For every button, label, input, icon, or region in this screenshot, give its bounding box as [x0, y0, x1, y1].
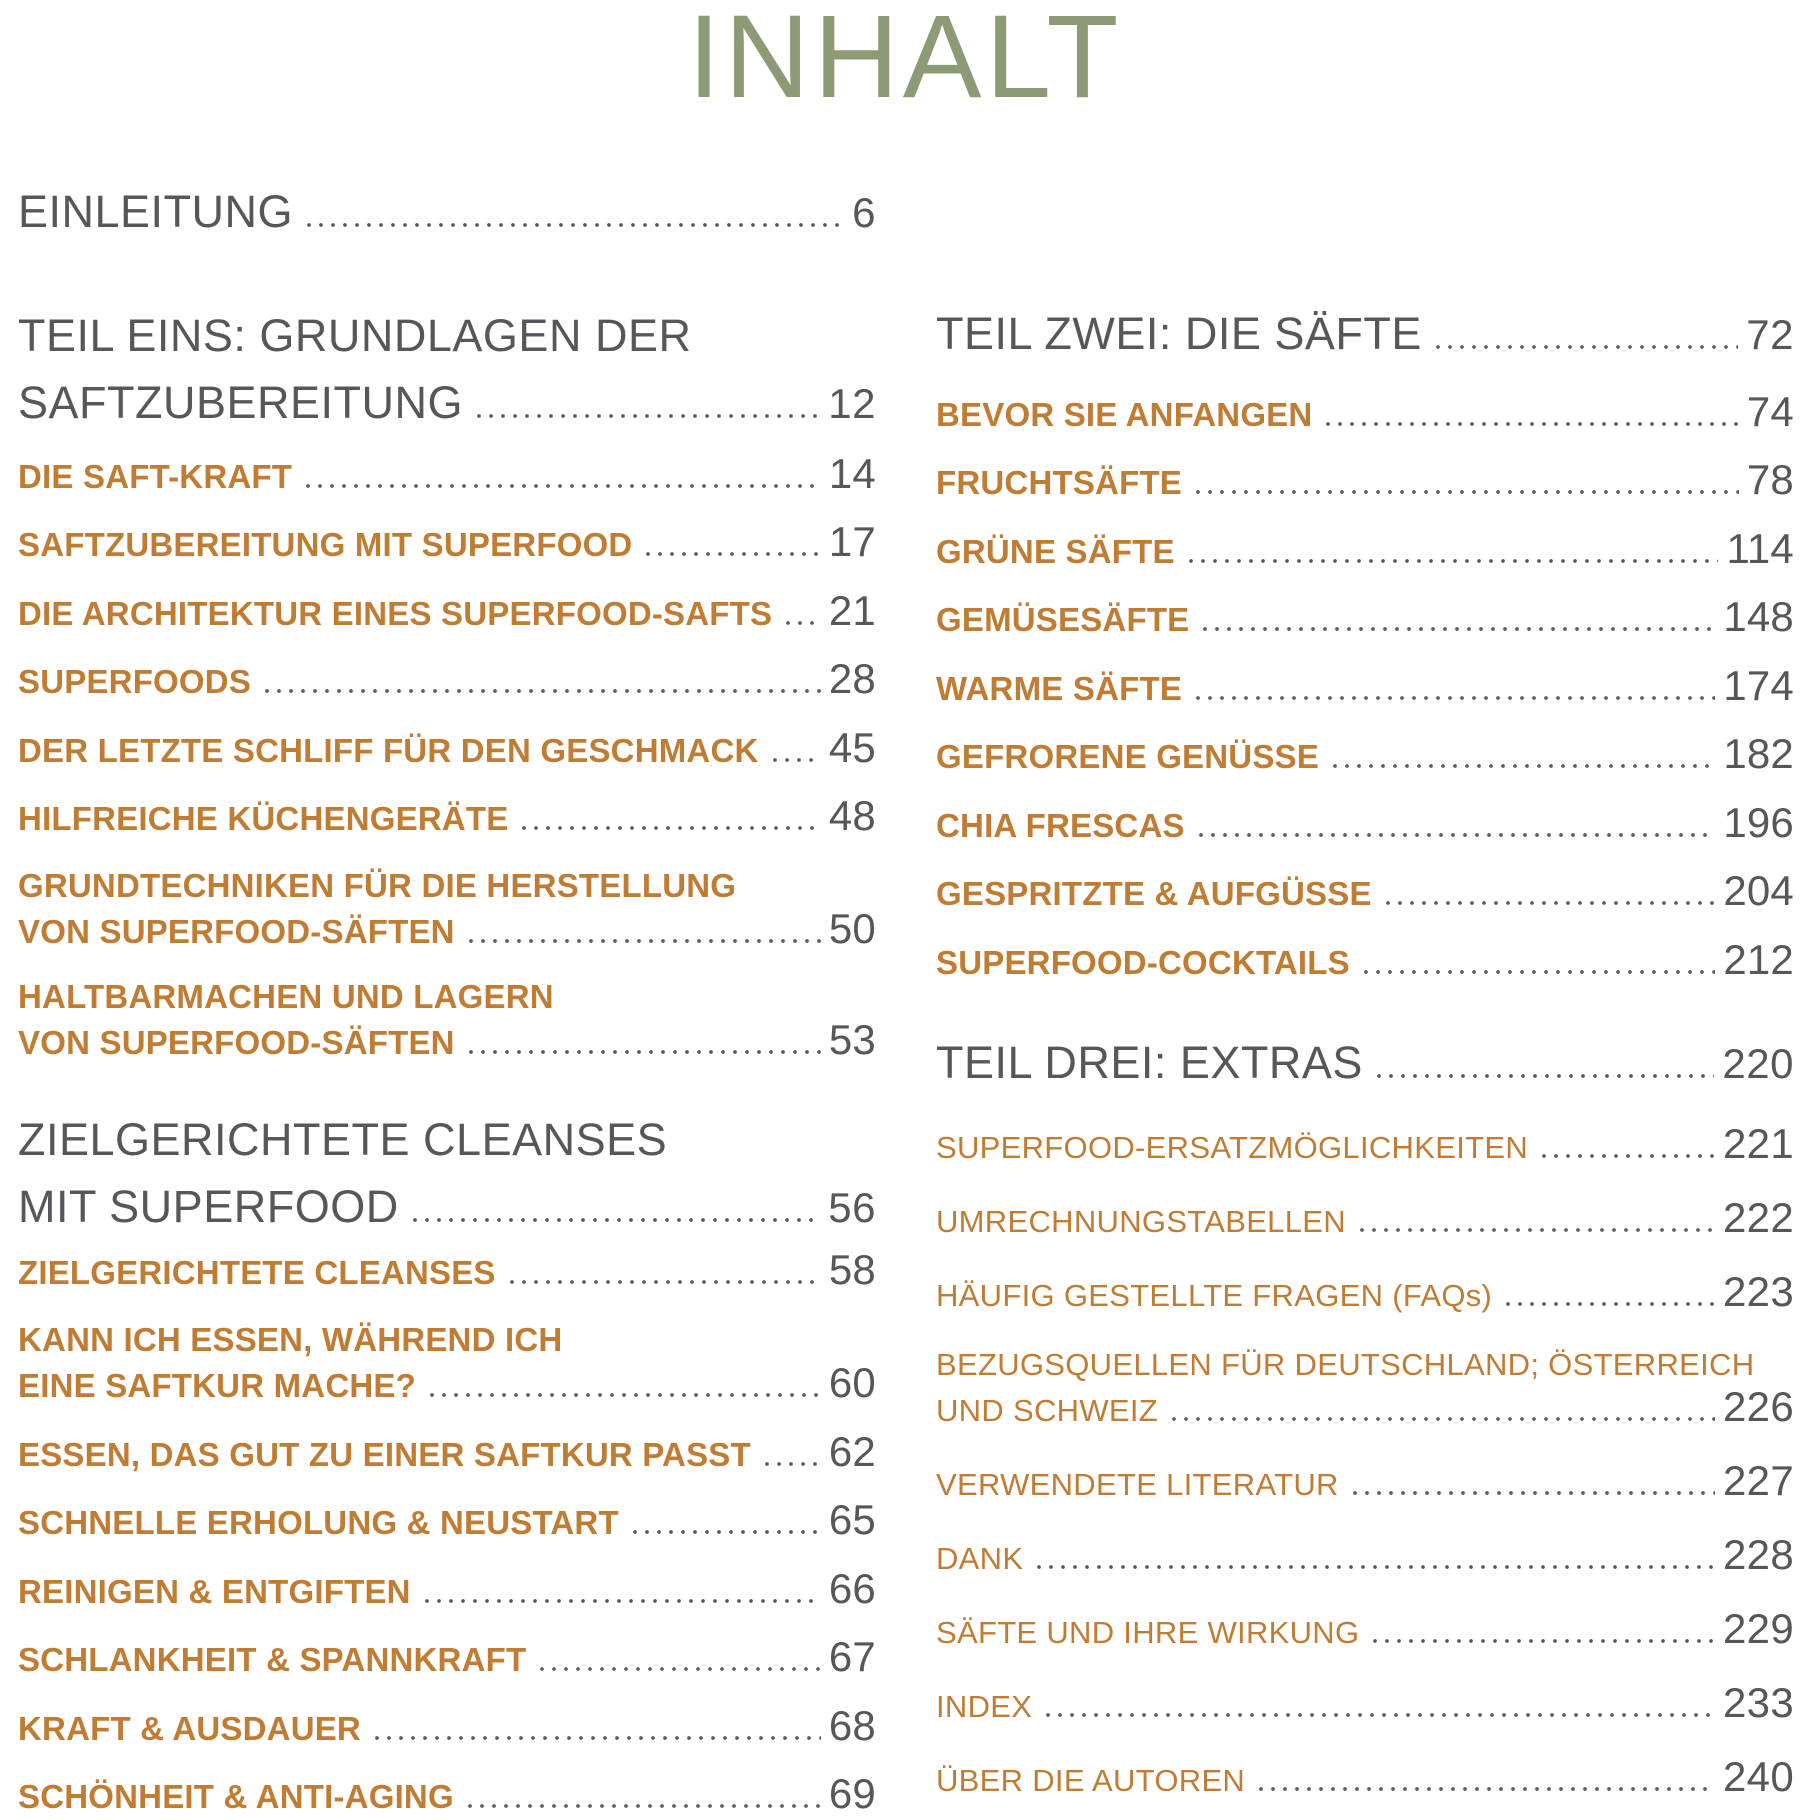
dot-leader	[518, 826, 820, 830]
toc-entry	[936, 1119, 1794, 1169]
toc-entry-label: SCHLANKHEIT & SPANNKRAFT	[18, 1641, 527, 1679]
toc-entry-label: UMRECHNUNGSTABELLEN	[936, 1203, 1346, 1239]
page-number: 17	[828, 518, 876, 566]
dot-leader	[1255, 1787, 1715, 1791]
toc-entry	[936, 730, 1794, 780]
toc-entry-label: REINIGEN & ENTGIFTEN	[18, 1572, 411, 1610]
page-number: 72	[1746, 311, 1794, 358]
dot-leader	[1360, 970, 1715, 974]
toc-entry	[936, 798, 1794, 849]
toc-entry-label: EINE SAFTKUR MACHE?	[18, 1367, 416, 1405]
dot-leader	[473, 414, 820, 418]
toc-entry-label: INDEX	[936, 1688, 1033, 1724]
toc-entry-label: KANN ICH ESSEN, WÄHREND ICH	[18, 1320, 563, 1358]
toc-columns	[0, 122, 1810, 1820]
dot-leader	[261, 689, 821, 693]
dot-leader	[1322, 422, 1738, 426]
toc-entry-label: GEMÜSESÄFTE	[936, 601, 1190, 639]
dot-leader	[1356, 1228, 1715, 1232]
page-number: 56	[828, 1184, 876, 1232]
toc-entry-label: HÄUFIG GESTELLTE FRAGEN (FAQs)	[936, 1277, 1493, 1313]
dot-leader	[426, 1393, 821, 1397]
page-number: 21	[828, 586, 876, 634]
toc-entry	[936, 867, 1794, 917]
toc-heading-label: TEIL DREI: EXTRAS	[936, 1037, 1363, 1089]
toc-entry-label: SUPERFOODS	[18, 663, 252, 701]
toc-entry-label: VON SUPERFOOD-SÄFTEN	[18, 913, 455, 951]
dot-leader	[1195, 833, 1716, 837]
toc-entry-label: SCHNELLE ERHOLUNG & NEUSTART	[18, 1504, 619, 1542]
toc-entry-label: DANK	[936, 1540, 1024, 1576]
dot-leader	[371, 1736, 821, 1740]
dot-leader	[1192, 696, 1715, 700]
toc-entry	[18, 1427, 876, 1478]
toc-entry-label: SAFTZUBEREITUNG MIT SUPERFOOD	[18, 526, 633, 564]
toc-entry	[18, 1770, 876, 1820]
dot-leader	[409, 1218, 821, 1222]
dot-leader	[1502, 1302, 1715, 1306]
dot-leader	[1185, 559, 1719, 563]
toc-entry	[18, 792, 876, 842]
page-number: 222	[1723, 1193, 1794, 1241]
dot-leader	[782, 621, 821, 625]
dot-leader	[1168, 1417, 1715, 1421]
toc-entry-label: GRUNDTECHNIKEN FÜR DIE HERSTELLUNG	[18, 866, 737, 904]
dot-leader	[629, 1530, 821, 1534]
dot-leader	[1329, 764, 1715, 768]
toc-entry-label: FRUCHTSÄFTE	[936, 464, 1183, 502]
toc-entry-label: VERWENDETE LITERATUR	[936, 1467, 1339, 1503]
dot-leader	[1033, 1565, 1715, 1569]
toc-heading-label: TEIL ZWEI: DIE SÄFTE	[936, 308, 1422, 359]
toc-entry	[18, 449, 876, 500]
page-number: 58	[828, 1245, 876, 1293]
page-number: 182	[1723, 730, 1794, 778]
page-title: INHALT	[687, 0, 1123, 123]
dot-leader	[1349, 1491, 1715, 1495]
toc-entry	[18, 655, 876, 705]
page-number: 220	[1722, 1040, 1794, 1088]
dot-leader	[303, 223, 844, 227]
toc-entry-label: SUPERFOOD-COCKTAILS	[936, 943, 1350, 981]
toc-column-left	[18, 122, 876, 1820]
toc-entry	[936, 1267, 1794, 1317]
page-number: 229	[1723, 1604, 1794, 1652]
page-number: 227	[1723, 1457, 1794, 1505]
dot-leader	[506, 1280, 821, 1284]
toc-entry	[18, 1701, 876, 1752]
page-number: 68	[828, 1701, 876, 1749]
toc-entry	[936, 1752, 1794, 1802]
toc-entry-label: VON SUPERFOOD-SÄFTEN	[18, 1024, 455, 1062]
toc-heading-label: SAFTZUBEREITUNG	[18, 377, 464, 428]
page-number: 69	[828, 1770, 876, 1818]
toc-entry	[18, 723, 876, 774]
page-number: 45	[828, 723, 876, 771]
page-number: 226	[1723, 1383, 1794, 1431]
page-number: 223	[1723, 1267, 1794, 1315]
page-number: 228	[1723, 1530, 1794, 1578]
toc-entry	[18, 586, 876, 637]
page-number: 14	[828, 449, 876, 497]
page-number: 60	[828, 1359, 876, 1407]
dot-leader	[1432, 345, 1738, 349]
toc-heading	[936, 1029, 1794, 1097]
toc-entry	[936, 1193, 1794, 1243]
dot-leader	[465, 1050, 821, 1054]
toc-entry	[18, 1318, 876, 1409]
toc-entry	[936, 1457, 1794, 1506]
page-number: 67	[828, 1633, 876, 1681]
toc-entry	[18, 1496, 876, 1546]
page-number: 66	[828, 1564, 876, 1612]
page-number: 212	[1723, 935, 1794, 983]
toc-heading-label: MIT SUPERFOOD	[18, 1181, 399, 1233]
page-number: 233	[1723, 1678, 1794, 1726]
toc-entry	[18, 1564, 876, 1615]
page-number: 62	[828, 1427, 876, 1475]
page-number: 240	[1723, 1752, 1794, 1800]
dot-leader	[1373, 1074, 1714, 1078]
toc-entry-label: DIE ARCHITEKTUR EINES SUPERFOOD-SAFTS	[18, 594, 773, 632]
toc-entry-label: HILFREICHE KÜCHENGERÄTE	[18, 800, 509, 838]
toc-heading	[18, 178, 876, 246]
page-number: 74	[1746, 387, 1794, 435]
toc-entry-label: BEVOR SIE ANFANGEN	[936, 395, 1313, 433]
toc-entry	[936, 1530, 1794, 1580]
toc-entry-label: SCHÖNHEIT & ANTI-AGING	[18, 1778, 454, 1816]
dot-leader	[302, 484, 821, 488]
page-number: 204	[1723, 867, 1794, 915]
dot-leader	[1199, 627, 1715, 631]
toc-entry	[18, 864, 876, 955]
page-number: 53	[828, 1016, 876, 1064]
toc-entry	[18, 975, 876, 1066]
dot-leader	[1538, 1154, 1715, 1158]
toc-entry-label: GESPRITZTE & AUFGÜSSE	[936, 875, 1372, 913]
dot-leader	[465, 939, 821, 943]
toc-entry	[936, 1344, 1794, 1432]
page-number: 50	[828, 905, 876, 953]
toc-entry	[936, 593, 1794, 643]
toc-entry-label: DER LETZTE SCHLIFF FÜR DEN GESCHMACK	[18, 731, 759, 769]
dot-leader	[761, 1462, 821, 1466]
page-number: 12	[828, 380, 876, 427]
page-number: 148	[1723, 593, 1794, 641]
toc-entry	[936, 1604, 1794, 1654]
toc-heading	[936, 300, 1794, 368]
dot-leader	[1382, 901, 1716, 905]
toc-entry	[936, 935, 1794, 986]
dot-leader	[1369, 1639, 1715, 1643]
toc-entry-label: ESSEN, DAS GUT ZU EINER SAFTKUR PASST	[18, 1435, 751, 1473]
toc-entry-label: ÜBER DIE AUTOREN	[936, 1762, 1246, 1798]
toc-entry-label: SUPERFOOD-ERSATZMÖGLICHKEITEN	[936, 1129, 1529, 1165]
toc-heading	[18, 302, 876, 437]
toc-entry	[936, 1678, 1794, 1728]
page-number: 174	[1723, 661, 1794, 709]
page-number: 48	[828, 792, 876, 840]
page-number: 65	[828, 1496, 876, 1544]
toc-entry	[18, 1633, 876, 1683]
toc-heading-label: TEIL EINS: GRUNDLAGEN DER	[18, 309, 692, 361]
toc-entry-label: SÄFTE UND IHRE WIRKUNG	[936, 1614, 1360, 1650]
toc-entry-label: GEFRORENE GENÜSSE	[936, 738, 1319, 776]
toc-entry-label: KRAFT & AUSDAUER	[18, 1709, 361, 1747]
toc-heading-label: EINLEITUNG	[18, 186, 294, 237]
page-number: 221	[1723, 1119, 1794, 1167]
toc-column-right	[936, 122, 1794, 1820]
toc-heading-label: ZIELGERICHTETE CLEANSES	[18, 1113, 668, 1165]
toc-entry	[936, 524, 1794, 575]
toc-entry	[18, 518, 876, 568]
dot-leader	[642, 552, 820, 556]
toc-entry	[18, 1245, 876, 1296]
toc-entry	[936, 387, 1794, 438]
dot-leader	[464, 1804, 821, 1808]
toc-entry-label: CHIA FRESCAS	[936, 806, 1185, 844]
page-number: 114	[1726, 524, 1794, 572]
toc-entry-label: DIE SAFT-KRAFT	[18, 457, 293, 495]
toc-entry	[936, 661, 1794, 712]
toc-entry	[936, 456, 1794, 506]
page-number: 6	[852, 189, 876, 236]
toc-heading	[18, 1106, 876, 1241]
toc-entry-label: WARME SÄFTE	[936, 669, 1183, 707]
dot-leader	[421, 1599, 821, 1603]
toc-entry-label: GRÜNE SÄFTE	[936, 532, 1175, 570]
page-number: 78	[1746, 456, 1794, 504]
toc-entry-label: UND SCHWEIZ	[936, 1393, 1159, 1429]
toc-entry-label: HALTBARMACHEN UND LAGERN	[18, 977, 554, 1015]
dot-leader	[769, 758, 821, 762]
dot-leader	[1042, 1713, 1715, 1717]
dot-leader	[536, 1667, 821, 1671]
toc-entry-label: ZIELGERICHTETE CLEANSES	[18, 1253, 496, 1291]
page-number: 28	[828, 655, 876, 703]
page-number: 196	[1723, 798, 1794, 846]
toc-entry-label: BEZUGSQUELLEN FÜR DEUTSCHLAND; ÖSTERREICH	[936, 1347, 1755, 1383]
dot-leader	[1192, 490, 1739, 494]
